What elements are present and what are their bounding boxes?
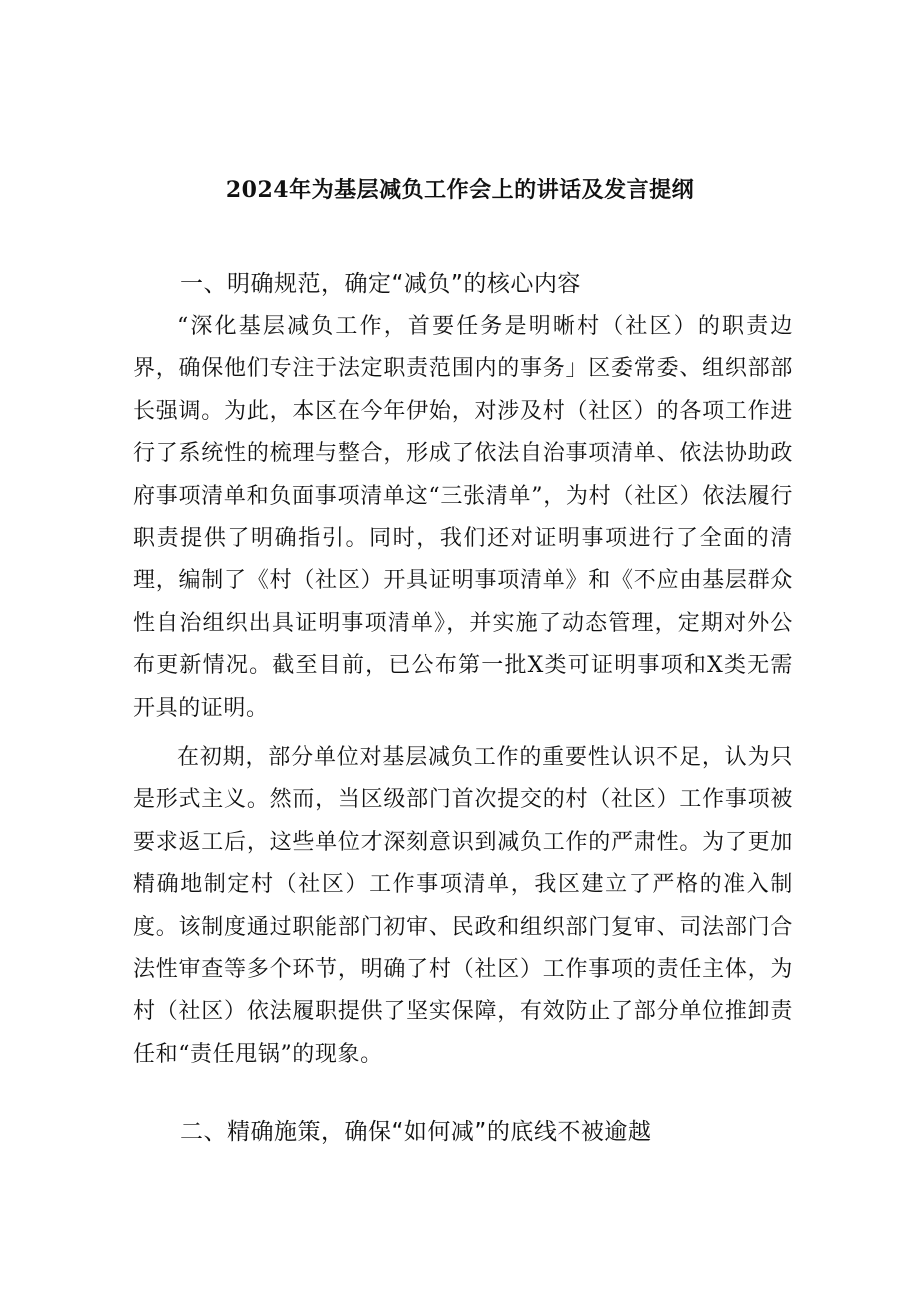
document-title: 2024年为基层减负工作会上的讲话及发言提纲 (225, 177, 695, 203)
section-heading-1: 一、明确规范，确定“减负”的核心内容 (180, 271, 581, 297)
body-paragraph: “深化基层减负工作，首要任务是明晰村（社区）的职责边界，确保他们专注于法定职责范围内的事务」区委常委、组织部部长强调。为此，本区在今年伊始，对涉及村（社区）的各项工作进行了系统性的梳理与整合，形成了依法自治事项清单、依法协助政府事项清单和负面事项清单这“三张清单”，为村（社区）依法履行职责提供了明确指引。同时，我们还对证明事项进行了全面的清理，编制了《村（社区）开具证明事项清单》和《不应由基层群众性自治组织出具证明事项清单》，并实施了动态管理，定期对外公布更新情况。截至目前，已公布第一批X类可证明事项和X类无需开具的证明。 (133, 314, 793, 721)
section-heading-2: 二、精确施策，确保“如何减”的底线不被逾越 (180, 1119, 652, 1145)
body-paragraph: 在初期，部分单位对基层减负工作的重要性认识不足，认为只是形式主义。然而，当区级部门首次提交的村（社区）工作事项被要求返工后，这些单位才深刻意识到减负工作的严肃性。为了更加精确地制定村（社区）工作事项清单，我区建立了严格的准入制度。该制度通过职能部门初审、民政和组织部门复审、司法部门合法性审查等多个环节，明确了村（社区）工作事项的责任主体，为村（社区）依法履职提供了坚实保障，有效防止了部分单位推卸责任和“责任甩锅”的现象。 (133, 745, 793, 1067)
